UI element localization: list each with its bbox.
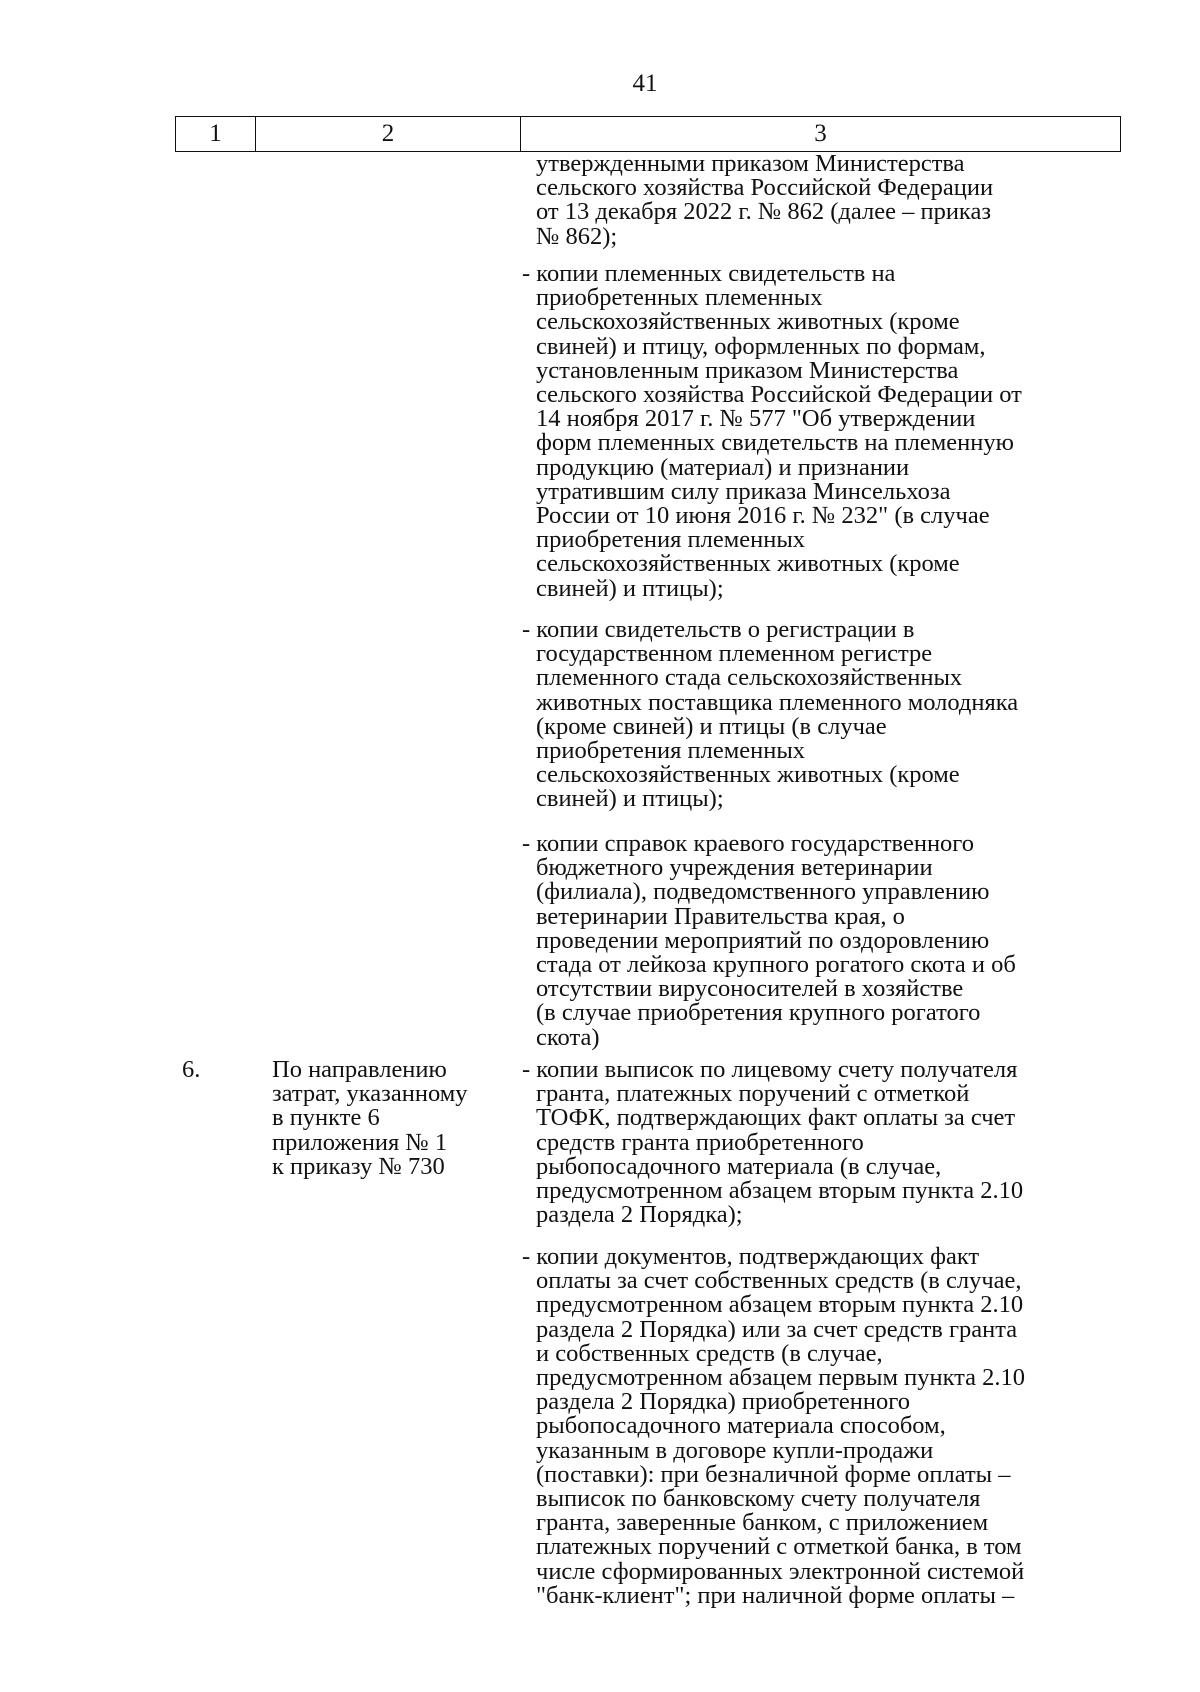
text-line: и собственных средств (в случае, xyxy=(536,1339,883,1367)
text-line: утратившим силу приказа Минсельхоза xyxy=(536,477,951,505)
text-line: гранта, платежных поручений с отметкой xyxy=(536,1080,970,1108)
text-line: свиней) и птицы); xyxy=(536,574,724,602)
header-col-2: 2 xyxy=(256,117,521,151)
text-line: (в случае приобретения крупного рогатого xyxy=(536,999,981,1027)
list-item-account-statements xyxy=(522,1058,1122,1227)
text-line: ветеринарии Правительства края, о xyxy=(536,902,905,930)
text-line: установленным приказом Министерства xyxy=(536,356,959,384)
text-line: затрат, указанному xyxy=(272,1080,468,1108)
text-line: к приказу № 730 xyxy=(272,1152,445,1180)
text-line: скота) xyxy=(536,1023,600,1051)
text-line: сельскохозяйственных животных (кроме xyxy=(536,761,960,789)
text-line: гранта, заверенные банком, с приложением xyxy=(536,1509,989,1537)
continuation-text xyxy=(522,152,1122,249)
text-line: - копии справок краевого государственного xyxy=(522,830,974,857)
text-line: утвержденными приказом Министерства xyxy=(536,150,965,177)
text-line: предусмотренном абзацем вторым пункта 2.10 xyxy=(536,1291,1024,1319)
text-line: проведении мероприятий по оздоровлению xyxy=(536,926,990,954)
text-line: платежных поручений с отметкой банка, в том xyxy=(536,1533,1022,1561)
text-line: раздела 2 Порядка) или за счет средств гранта xyxy=(536,1315,1018,1343)
text-line: России от 10 июня 2016 г. № 232" (в случае xyxy=(536,502,990,530)
text-line: приложения № 1 xyxy=(272,1128,448,1156)
text-line: ТОФК, подтверждающих факт оплаты за счет xyxy=(536,1104,1016,1132)
row-6-number: 6. xyxy=(182,1056,201,1083)
list-item-payment-documents xyxy=(522,1245,1122,1608)
text-line: По направлению xyxy=(272,1056,447,1083)
text-line: государственном племенном регистре xyxy=(536,640,933,668)
text-line: приобретенных племенных xyxy=(536,284,823,312)
text-line: указанным в договоре купли-продажи xyxy=(536,1436,934,1464)
text-line: в пункте 6 xyxy=(272,1104,380,1132)
text-line: бюджетного учреждения ветеринарии xyxy=(536,854,933,882)
text-line: - копии выписок по лицевому счету получателя xyxy=(522,1056,1018,1083)
text-line: племенного стада сельскохозяйственных xyxy=(536,664,963,692)
text-line: предусмотренном абзацем вторым пункта 2.10 xyxy=(536,1177,1024,1205)
text-line: стада от лейкоза крупного рогатого скота и об xyxy=(536,951,1016,979)
text-line: (филиала), подведомственного управлению xyxy=(536,878,990,906)
text-line: рыбопосадочного материала способом, xyxy=(536,1412,946,1440)
header-col-1: 1 xyxy=(176,117,256,151)
text-line: раздела 2 Порядка); xyxy=(536,1201,743,1229)
text-line: 14 ноября 2017 г. № 577 "Об утверждении xyxy=(536,405,976,433)
text-line: (поставки): при безналичной форме оплаты – xyxy=(536,1460,1011,1488)
text-line: форм племенных свидетельств на племенную xyxy=(536,429,1014,457)
table-header-row xyxy=(175,116,1121,152)
text-line: - копии свидетельств о регистрации в xyxy=(522,616,915,643)
text-line: раздела 2 Порядка) приобретенного xyxy=(536,1388,910,1416)
text-line: животных поставщика племенного молодняка xyxy=(536,688,1019,716)
page-number: 41 xyxy=(632,70,658,97)
list-item-breeding-certificates xyxy=(522,262,1122,601)
text-line: приобретения племенных xyxy=(536,737,806,765)
text-line: сельскохозяйственных животных (кроме xyxy=(536,550,960,578)
text-line: предусмотренном абзацем первым пункта 2.10 xyxy=(536,1364,1026,1392)
text-line: свиней) и птицы); xyxy=(536,785,724,813)
text-line: (кроме свиней) и птицы (в случае xyxy=(536,712,887,740)
text-line: выписок по банковскому счету получателя xyxy=(536,1485,981,1513)
text-line: приобретения племенных xyxy=(536,526,806,554)
list-item-registry-certificates xyxy=(522,618,1122,812)
text-line: числе сформированных электронной системой xyxy=(536,1557,1025,1585)
text-line: отсутствии вирусоносителей в хозяйстве xyxy=(536,975,964,1003)
text-line: - копии племенных свидетельств на xyxy=(522,260,896,287)
text-line: - копии документов, подтверждающих факт xyxy=(522,1243,980,1270)
text-line: сельскохозяйственных животных (кроме xyxy=(536,308,960,336)
header-col-3: 3 xyxy=(814,120,827,147)
text-line: оплаты за счет собственных средств (в случае, xyxy=(536,1267,1022,1295)
text-line: рыбопосадочного материала (в случае, xyxy=(536,1152,942,1180)
text-line: сельского хозяйства Российской Федерации от xyxy=(536,381,1022,409)
row-6-direction xyxy=(272,1058,512,1179)
text-line: средств гранта приобретенного xyxy=(536,1128,864,1156)
text-line: от 13 декабря 2022 г. № 862 (далее – приказ xyxy=(536,198,992,226)
text-line: "банк-клиент"; при наличной форме оплаты – xyxy=(536,1581,1015,1609)
text-line: свиней) и птицу, оформленных по формам, xyxy=(536,332,986,360)
text-line: № 862); xyxy=(536,222,618,250)
list-item-veterinary-certificates xyxy=(522,832,1122,1050)
text-line: сельского хозяйства Российской Федерации xyxy=(536,174,994,202)
text-line: продукцию (материал) и признании xyxy=(536,453,910,481)
